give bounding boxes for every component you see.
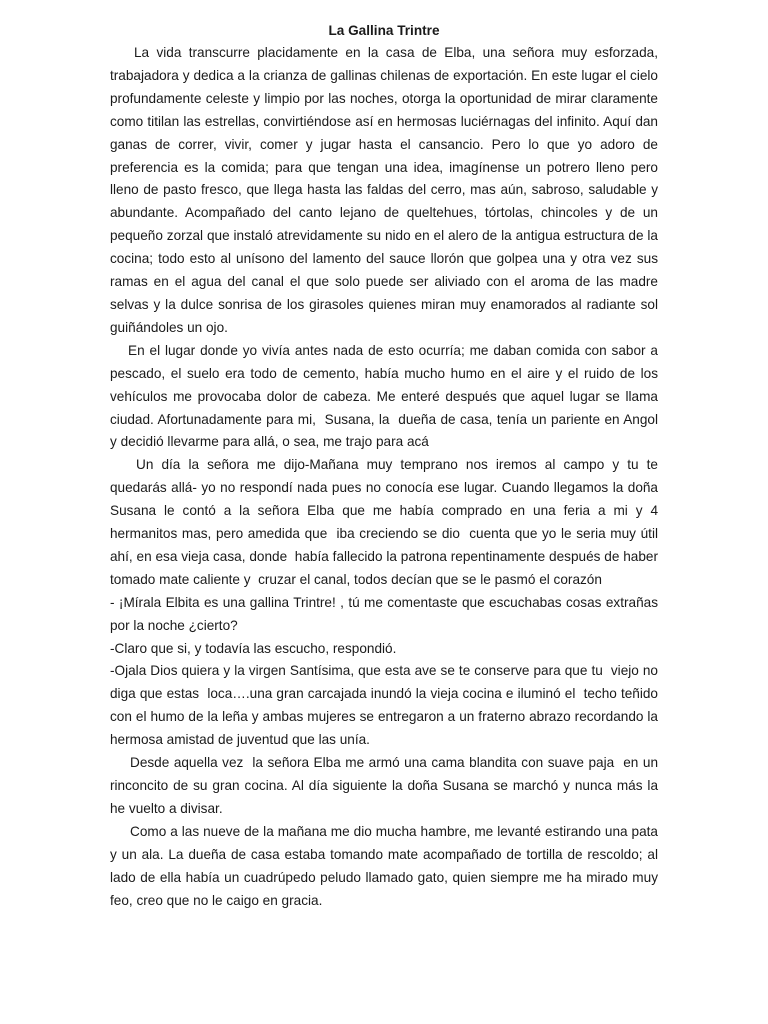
document-title: La Gallina Trintre — [328, 23, 440, 38]
paragraph-1: La vida transcurre placidamente en la casa de Elba, una señora muy esforzada, trabajadora y dedica a la crianza de gallinas chilenas de exportación. En este lugar el cielo profundamente celeste y limpio por las noches, otorga la oportunidad de mirar claramente como titilan las estrellas, convirtiéndose así en hermosas luciérnagas del infinito. Aquí dan ganas de correr, vivir, comer y jugar hasta el cansancio. Pero lo que yo adoro de preferencia es la comida; para que tengan una idea, imagínense un potrero lleno pero lleno de pasto fresco, que llega hasta las faldas del cerro, mas aún, sabroso, saludable y abundante. Acompañado del canto lejano de queltehues, tórtolas, chincoles y de un pequeño zorzal que instaló atrevidamente su nido en el alero de la antigua estructura de la cocina; todo esto al unísono del lamento del sauce llorón que golpea una y otra vez sus ramas en el agua del canal el que solo puede ser aliviado con el aroma de las madre selvas y la dulce sonrisa de los girasoles quienes miran muy enamorados al radiante sol guiñándoles un ojo. — [110, 45, 662, 335]
paragraph-4: - ¡Mírala Elbita es una gallina Trintre! , tú me comentaste que escuchabas cosas extrañas por la noche ¿cierto? — [110, 594, 662, 633]
paragraph-2: En el lugar donde yo vivía antes nada de esto ocurría; me daban comida con sabor a pescado, el suelo era todo de cemento, había mucho humo en el aire y el ruido de los vehículos me provocaba dolor de cabeza. Me enteré después que aquel lugar se llama ciudad. Afortunadamente para mi, Susana, la dueña de casa, tenía un pariente en Angol y decidió llevarme para allá, o sea, me trajo para acá — [110, 342, 662, 450]
paragraph-8: Como a las nueve de la mañana me dio mucha hambre, me levanté estirando una pata y un ala. La dueña de casa estaba tomando mate acompañado de tortilla de rescoldo; al lado de ella había un cuadrúpedo peludo llamado gato, quien siempre me ha mirado muy feo, creo que no le caigo en gracia. — [110, 823, 662, 908]
paragraph-5: -Claro que si, y todavía las escucho, respondió. — [110, 640, 397, 656]
paragraph-3: Un día la señora me dijo-Mañana muy temprano nos iremos al campo y tu te quedarás allá- yo no respondí nada pues no conocía ese lugar. Cuando llegamos la doña Susana le contó a la señora Elba que me había comprado en una feria a mi y 4 hermanitos mas, pero amedida que iba creciendo se dio cuenta que yo le seria muy útil ahí, en esa vieja casa, donde había fallecido la patrona repentinamente después de haber tomado mate caliente y cruzar el canal, todos decían que se le pasmó el corazón — [110, 457, 662, 587]
paragraph-6: -Ojala Dios quiera y la virgen Santísima, que esta ave se te conserve para que tu viejo no diga que estas loca….una gran carcajada inundó la vieja cocina e iluminó el techo teñido con el humo de la leña y ambas mujeres se entregaron a un fraterno abrazo recordando la hermosa amistad de juventud que las unía. — [110, 663, 662, 748]
paragraph-7: Desde aquella vez la señora Elba me armó una cama blandita con suave paja en un rinconcito de su gran cocina. Al día siguiente la doña Susana se marchó y nunca más la he vuelto a divisar. — [110, 755, 662, 816]
document-page — [110, 20, 662, 912]
